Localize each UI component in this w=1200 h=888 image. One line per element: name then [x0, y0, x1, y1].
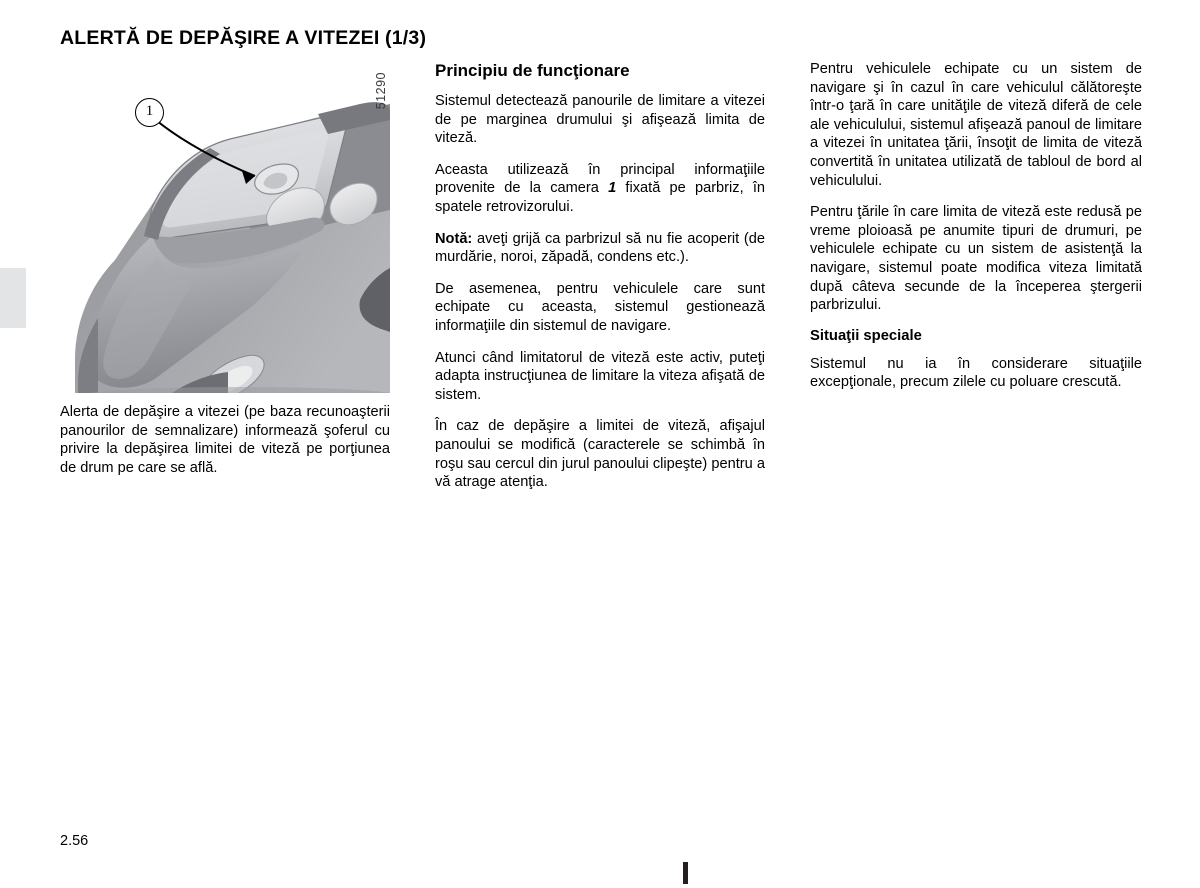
paragraph-unit-conversion: Pentru vehiculele echipate cu un sistem de navigare şi în cazul în care vehiculul călătoreşte într-o ţară în care unităţile de viteză diferă de cele ale vehiculului, sistemul afişează panoul de limitare a vitezei în unitatea ţării, însoţit de limita de viteză convertită în unitatea utilizată de tabloul de bord al vehiculului. [810, 61, 1142, 189]
footer-bar-mark [683, 862, 688, 884]
paragraph-exceptions: Sistemul nu ia în considerare situaţiile excepţionale, precum zilele cu poluare crescută. [810, 355, 1142, 391]
page-number: 2.56 [60, 833, 89, 849]
section-heading-principle: Principiu de funcţionare [435, 61, 630, 80]
section-heading-special-situations: Situaţii speciale [810, 327, 922, 344]
paragraph-navigation-info: De asemenea, pentru vehiculele care sunt echipate cu aceasta, sistemul gestionează informaţiile din sistemul de navigare. [435, 280, 765, 334]
note-text: aveţi grijă ca parbrizul să nu fie acoperit (de murdărie, noroi, zăpadă, condens etc.). [435, 230, 765, 266]
vehicle-illustration [60, 60, 390, 393]
illustration-column [60, 60, 390, 477]
paragraph-speed-limiter: Atunci când limitatorul de viteză este activ, puteţi adapta instrucţiunea de limitare la viteza afişată de sistem. [435, 349, 765, 403]
paragraph-camera-text-after: fixată pe parbriz, în spatele retrovizorului. [435, 180, 765, 215]
body-column-2 [435, 60, 765, 505]
car-windscreen-camera-drawing [60, 60, 390, 393]
body-column-3 [810, 60, 1142, 405]
page-title: ALERTĂ DE DEPĂŞIRE A VITEZEI (1/3) [60, 27, 427, 50]
callout-marker-1: 1 [135, 98, 164, 127]
paragraph-camera-text-before: Aceasta utilizează în principal informaţiile provenite de la camera [435, 161, 765, 197]
paragraph-camera [435, 161, 765, 217]
paragraph-overspeed-display: În caz de depăşire a limitei de viteză, afişajul panoului se modifică (caracterele se schimbă în roşu sau cercul din jurul panoului clipeşte) pentru a vă atrage atenţia. [435, 418, 765, 491]
illustration-caption: Alerta de depăşire a vitezei (pe baza recunoaşterii panourilor de semnalizare) informează şoferul cu privire la depăşirea limitei de viteză pe porţiunea de drum pe care se află. [60, 404, 390, 476]
camera-reference-number: 1 [608, 180, 617, 197]
section-edge-tab [0, 268, 26, 328]
paragraph-rain-limit: Pentru ţările în care limita de viteză este redusă pe vreme ploioasă pe anumite tipuri de drumuri, pe vehiculele echipate cu un sistem de asistenţă la navigare, sistemul poate modifica viteza limitată după câteva secunde de la începerea ştergerii parbrizului. [810, 204, 1142, 314]
photo-reference-code: 51290 [374, 72, 388, 110]
paragraph-note [435, 230, 765, 267]
paragraph-detection: Sistemul detectează panourile de limitare a vitezei de pe marginea drumului şi afişează limita de viteză. [435, 93, 765, 147]
note-label: Notă: [435, 230, 473, 247]
